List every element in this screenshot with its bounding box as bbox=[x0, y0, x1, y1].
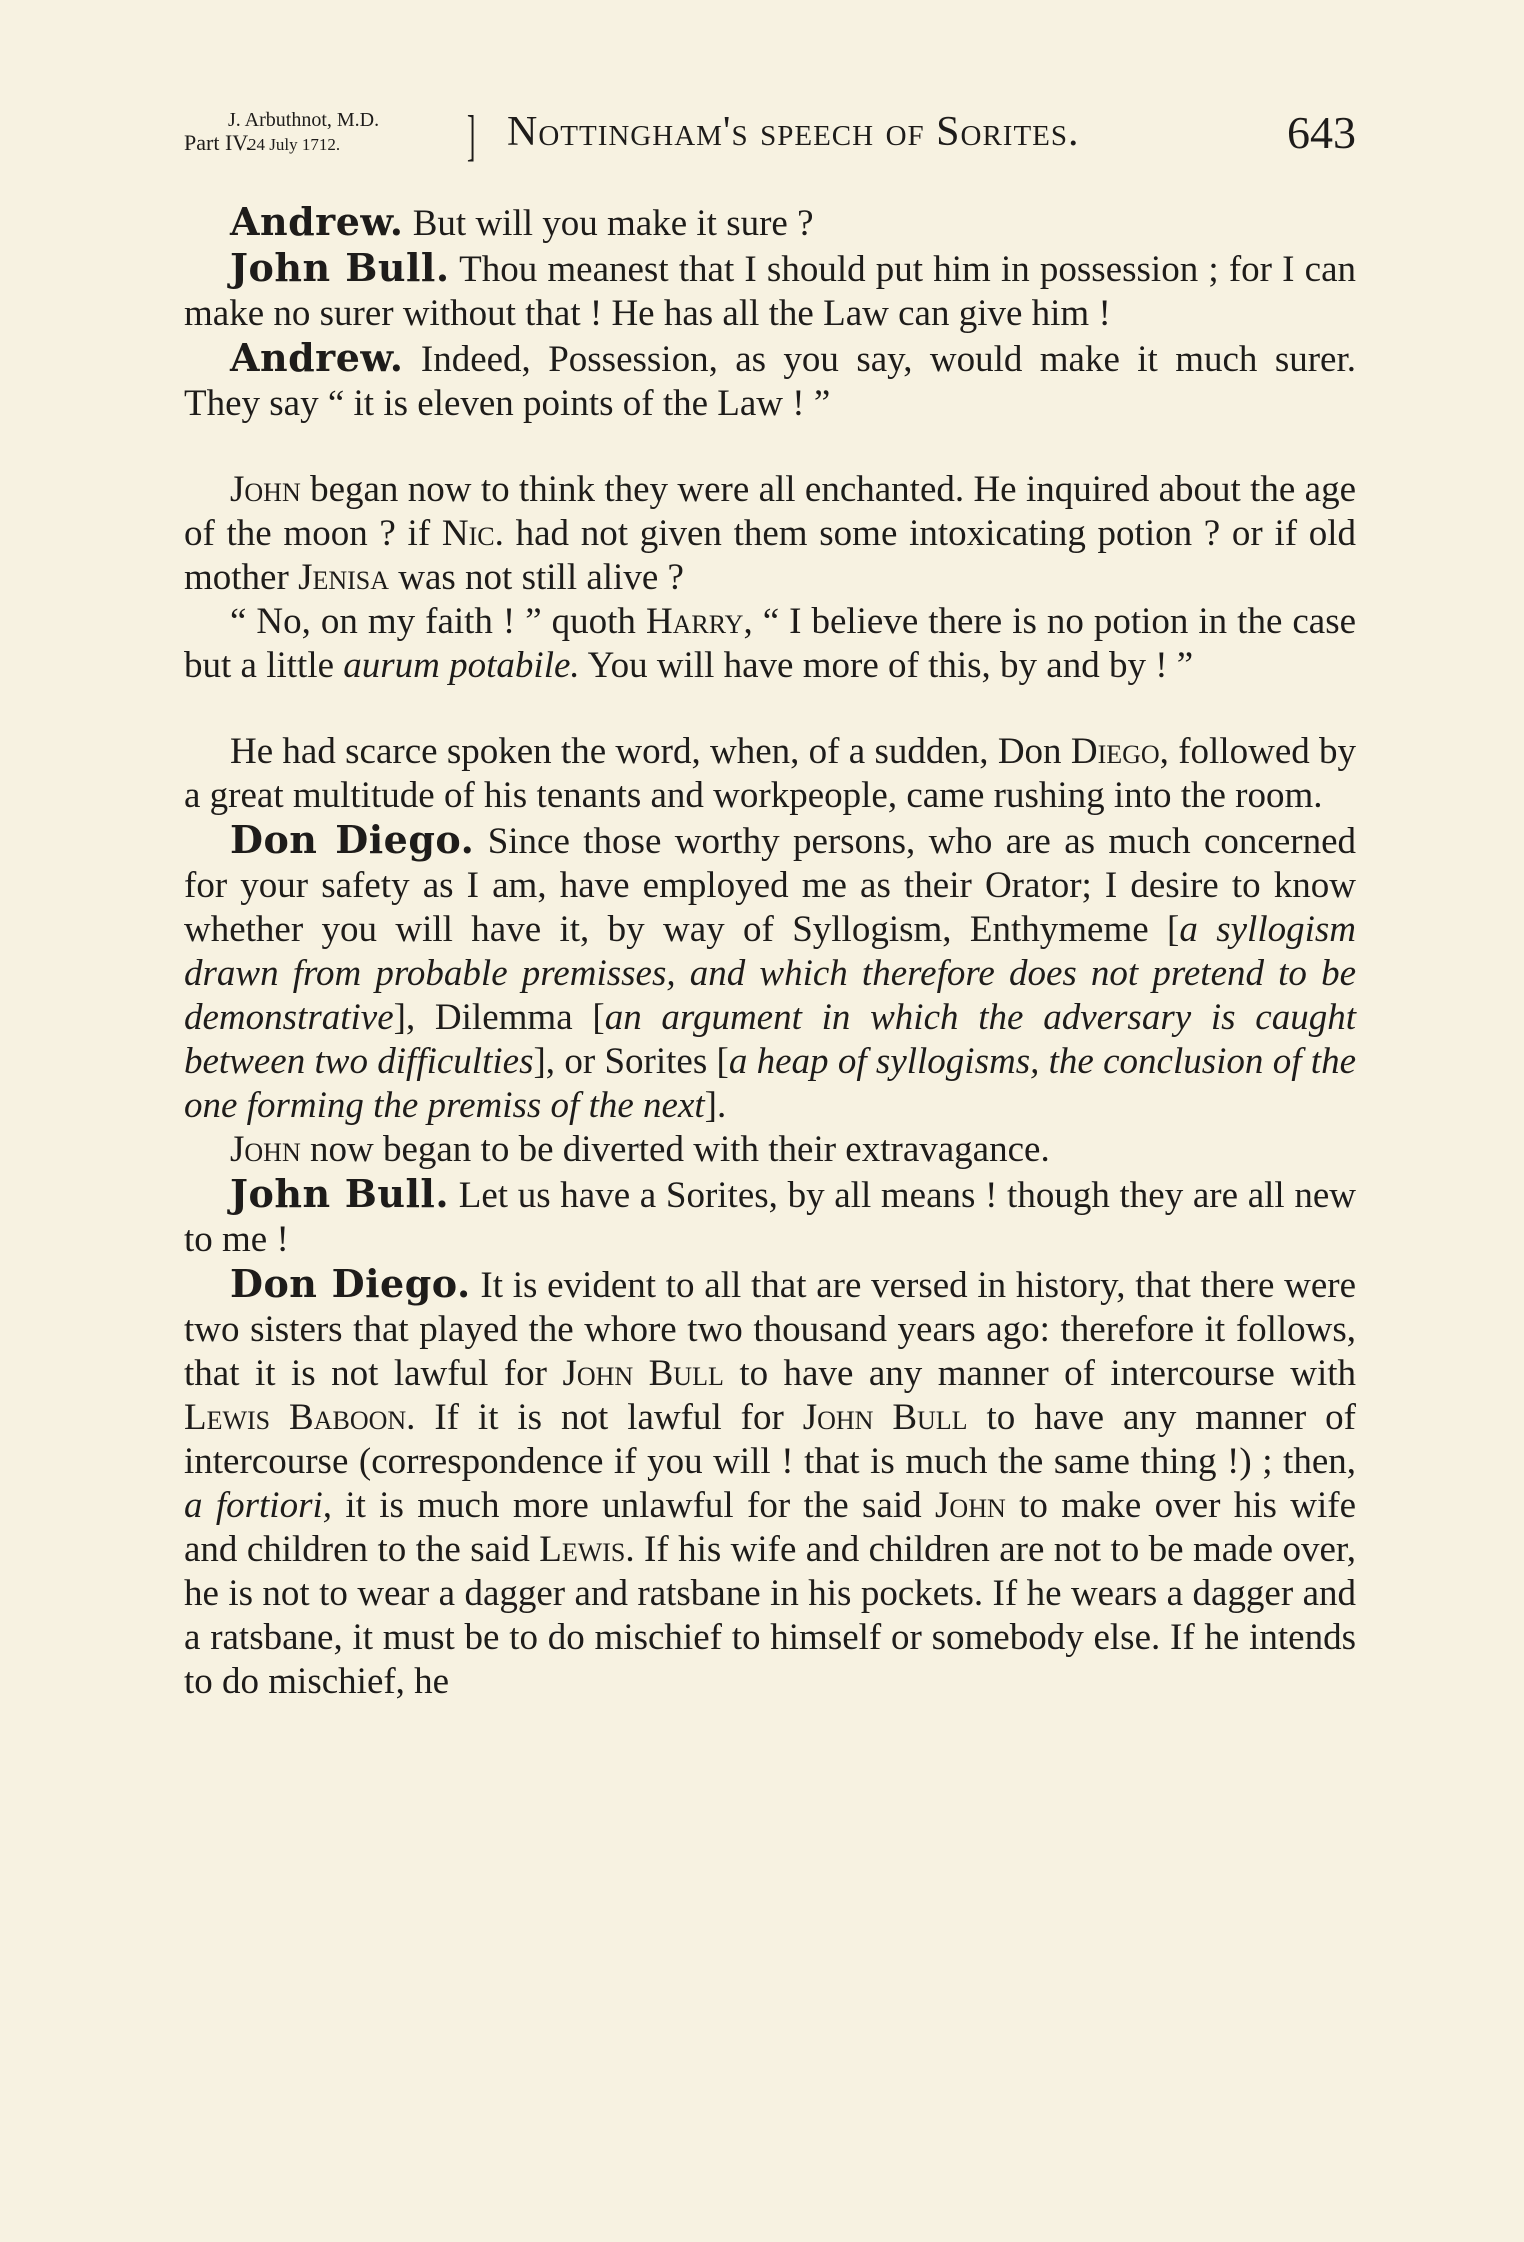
text-run: now began to be diverted with their extravagance. bbox=[309, 1129, 1050, 1170]
name-small-caps: Nic. bbox=[441, 513, 504, 554]
header-part: Part IV. bbox=[184, 130, 251, 155]
text-run: began now to think they were all enchanted. He inquired about the age of the moon ? if bbox=[184, 469, 1357, 554]
text-run: You will have more of this, by and by ! ” bbox=[587, 645, 1194, 686]
italic-phrase: a fortiori, bbox=[184, 1485, 333, 1526]
paragraph-8 bbox=[184, 1128, 1356, 1172]
text-run: was not still alive ? bbox=[398, 557, 684, 598]
italic-gloss: an argument in which the adversary is caught between two difficulties bbox=[184, 997, 1357, 1082]
italic-gloss: a syllogism drawn from probable premisses, and which therefore does not pretend to be demonstrative bbox=[184, 909, 1357, 1038]
page-number: 643 bbox=[1287, 107, 1356, 158]
header-bracket: ] bbox=[467, 105, 476, 167]
name-small-caps: Lewis Baboon. bbox=[184, 1397, 416, 1438]
speech-text: Thou meanest that I should put him in possession ; for I can make no surer without that ! He has all the Law can give him ! bbox=[184, 249, 1356, 334]
text-run: had not given them some intoxicating potion ? or if old mother bbox=[184, 513, 1357, 598]
speech-text: But will you make it sure ? bbox=[412, 203, 814, 244]
page-body bbox=[184, 200, 1356, 1704]
name-small-caps: John bbox=[935, 1485, 1006, 1526]
text-run: It is evident to all that are versed in history, that there were two sisters that played the whore two thousand years ago: therefore it follows, that it is not lawful for bbox=[184, 1265, 1357, 1394]
paragraph-6 bbox=[184, 730, 1356, 818]
header-margin-note bbox=[184, 105, 484, 167]
name-small-caps: John bbox=[230, 1129, 301, 1170]
text-run: He had scarce spoken the word, when, of a sudden, Don bbox=[230, 731, 1062, 772]
italic-gloss: a heap of syllogisms, the conclusion of the one forming the premiss of the next bbox=[184, 1041, 1356, 1126]
speaker-label: John Bull. bbox=[230, 245, 450, 290]
speaker-label: John Bull. bbox=[230, 1171, 450, 1216]
book-page bbox=[184, 0, 1356, 2242]
speaker-label: Don Diego. bbox=[230, 817, 475, 862]
speaker-label: Andrew. bbox=[230, 199, 404, 244]
header-title: Nottingham's speech of Sorites. bbox=[507, 109, 1080, 155]
name-small-caps: Diego, bbox=[1070, 731, 1169, 772]
paragraph-9 bbox=[184, 1172, 1356, 1262]
text-run: If his wife and children are not to be made over, he is not to wear a dagger and ratsbane in his pockets. If he wears a dagger and a ratsbane, it must be to do mischief to himself or somebody else. If he intends to do mischief, he bbox=[184, 1529, 1357, 1702]
text-run: it is much more unlawful for the said bbox=[345, 1485, 922, 1526]
paragraph-1 bbox=[184, 200, 1356, 246]
running-header bbox=[184, 100, 1356, 170]
name-small-caps: Jenisa bbox=[298, 557, 390, 598]
text-run: “ I believe there is no potion in the case but a little bbox=[184, 601, 1357, 686]
header-date: 24 July 1712. bbox=[248, 135, 341, 154]
name-small-caps: John Bull bbox=[802, 1397, 968, 1438]
paragraph-3 bbox=[184, 336, 1356, 426]
text-run: ], or Sorites [ bbox=[533, 1041, 729, 1082]
name-small-caps: Lewis. bbox=[539, 1529, 635, 1570]
text-run: ]. bbox=[704, 1085, 727, 1126]
text-run: to have any manner of intercourse (correspondence if you will ! that is much the same thing !) ; then, bbox=[184, 1397, 1356, 1482]
text-run: to have any manner of intercourse with bbox=[739, 1353, 1357, 1394]
paragraph-7 bbox=[184, 818, 1356, 1128]
speaker-label: Andrew. bbox=[230, 335, 404, 380]
name-small-caps: Harry, bbox=[645, 601, 753, 642]
text-run: If it is not lawful for bbox=[434, 1397, 784, 1438]
speech-text: Indeed, Possession, as you say, would make it much surer. They say “ it is eleven points of the Law ! ” bbox=[184, 339, 1356, 424]
header-author: J. Arbuthnot, M.D. bbox=[228, 109, 380, 131]
speech-text: Let us have a Sorites, by all means ! though they are all new to me ! bbox=[184, 1175, 1356, 1260]
name-small-caps: John Bull bbox=[562, 1353, 724, 1394]
speaker-label: Don Diego. bbox=[230, 1261, 471, 1306]
text-run: followed by a great multitude of his tenants and workpeople, came rushing into the room. bbox=[184, 731, 1357, 816]
text-run: ], Dilemma [ bbox=[393, 997, 605, 1038]
name-small-caps: John bbox=[230, 469, 301, 510]
italic-phrase: aurum potabile. bbox=[343, 645, 580, 686]
paragraph-2 bbox=[184, 246, 1356, 336]
text-run: “ No, on my faith ! ” quoth bbox=[230, 601, 636, 642]
text-run: Since those worthy persons, who are as much concerned for your safety as I am, have employed me as their Orator; I desire to know whether you will have it, by way of Syllogism, Enthymeme [ bbox=[184, 821, 1357, 950]
paragraph-4 bbox=[184, 468, 1356, 600]
paragraph-5 bbox=[184, 600, 1356, 688]
text-run: to make over his wife and children to the said bbox=[184, 1485, 1357, 1570]
paragraph-10 bbox=[184, 1262, 1356, 1704]
